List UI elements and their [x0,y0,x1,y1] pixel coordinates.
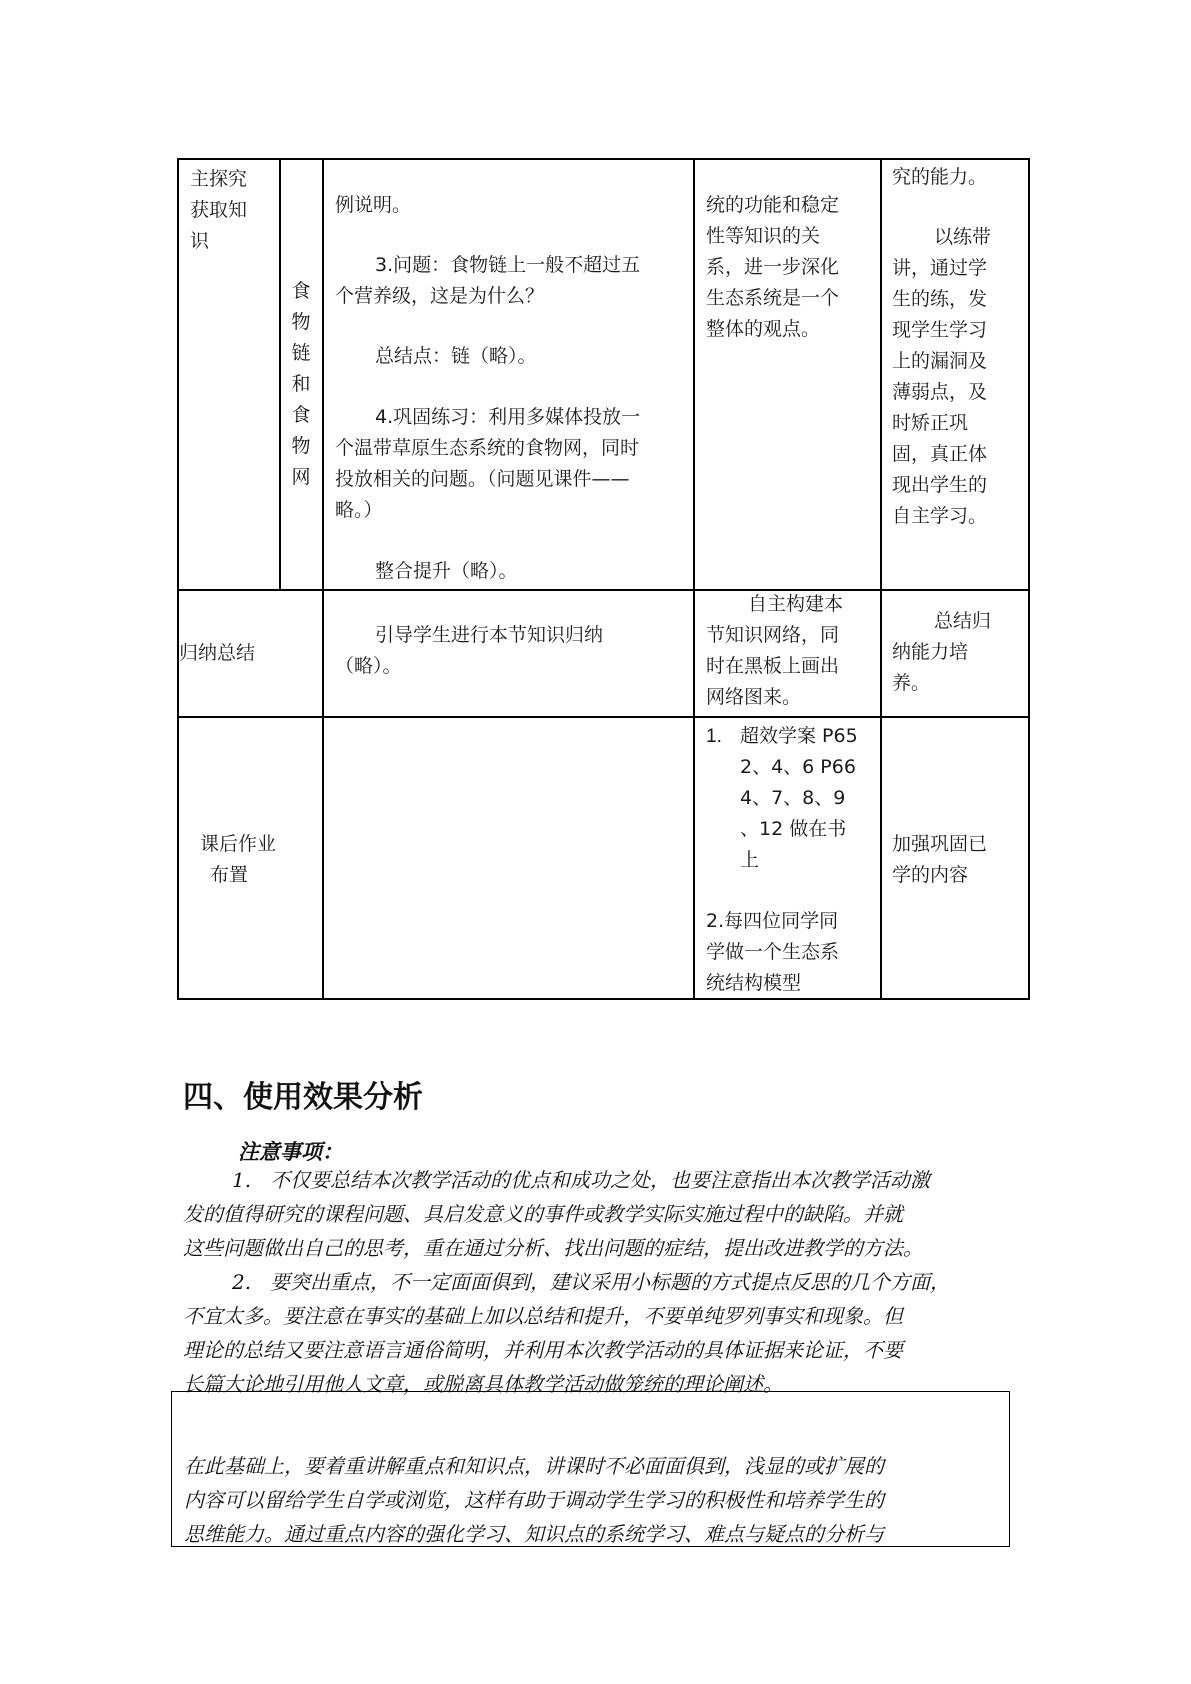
section-heading: 四、使用效果分析 [183,1080,423,1115]
text-line: 超效学案 P65 [740,725,858,747]
row1-col4-text [706,190,839,345]
row1-col3-p3: 总结点：链（略）。 [375,345,537,367]
note-2-line: 理论的总结又要注意语言通俗简明，并利用本次教学活动的具体证据来论证，不要 [183,1338,903,1362]
text-line: 讲，通过学 [892,257,988,279]
box-line: 在此基础上，要着重讲解重点和知识点，讲课时不必面面俱到，浅显的或扩展的 [184,1454,884,1478]
table-border-right [1028,158,1030,1000]
text-char: 食 [291,280,311,302]
row1-col3-p4d: 略。） [335,499,383,521]
note-2-line: 要突出重点，不一定面面俱到，建议采用小标题的方式提点反思的几个方面， [270,1270,950,1294]
text-line: 获取知 [190,199,248,221]
row2-col3-line-a: 引导学生进行本节知识归纳 [375,624,604,646]
text-line: 纳能力培 [892,641,969,663]
note-1-number: 1. [232,1168,252,1192]
text-line: 系，进一步深化 [706,256,840,278]
text-line: 养。 [892,672,931,694]
text-line: 学的内容 [892,864,969,886]
text-char: 链 [291,342,311,364]
row2-col4-text [706,589,876,713]
row1-col3-p4a: 4.巩固练习：利用多媒体投放一 [375,406,641,428]
text-line: 固，真正体 [892,443,988,465]
text-line: 时矫正巩 [892,412,969,434]
row1-col2-vertical-text [288,276,314,493]
text-char: 和 [291,373,311,395]
text-line: 节知识网络，同 [706,624,840,646]
table-border-top [177,158,1030,160]
row1-col5-text [892,222,1022,532]
row1-col3-p4c: 投放相关的问题。（问题见课件—— [335,468,630,490]
note-2-number: 2. [232,1270,252,1294]
text-line: 、12 做在书 [740,818,847,840]
table-row-divider [177,589,1030,591]
notes-title: 注意事项： [238,1139,343,1164]
table-col-divider [880,158,882,1000]
text-char: 物 [291,311,311,333]
note-1-line: 这些问题做出自己的思考，重在通过分析、找出问题的症结，提出改进教学的方法。 [183,1236,923,1260]
table-col-divider [279,158,281,590]
row3-col4-item1 [740,721,870,876]
text-line: 自主学习。 [892,505,988,527]
row2-col1-text: 归纳总结 [179,642,256,664]
text-line: 加强巩固已 [892,833,988,855]
row2-col3-line-b: （略）。 [335,655,402,677]
row3-col1-line-a: 课后作业 [200,833,277,855]
table-col-divider [693,158,695,1000]
text-line: 总结归 [934,610,992,632]
text-line: 现出学生的 [892,474,988,496]
text-line: 网络图来。 [706,686,802,708]
text-line: 2、4、6 P66 [740,756,856,778]
row1-col3-p2a: 3.问题：食物链上一般不超过五 [375,254,641,276]
row3-col4-item2 [706,906,839,999]
text-line: 上的漏洞及 [892,350,988,372]
row1-col3-p1: 例说明。 [335,194,412,216]
note-1-line: 发的值得研究的课程问题、具启发意义的事件或教学实际实施过程中的缺陷。并就 [183,1202,903,1226]
text-line: 2.每四位同学同 [706,910,839,932]
table-row-divider [177,716,1030,718]
text-line: 现学生学习 [892,319,988,341]
row3-col1-line-b: 布置 [210,864,249,886]
text-char: 物 [291,435,311,457]
text-line: 性等知识的关 [706,225,821,247]
row1-col3-p2b: 个营养级，这是为什么？ [335,285,545,307]
text-line: 自主构建本 [748,593,844,615]
table-border-bottom [177,998,1030,1000]
table-border-left [177,158,179,1000]
note-2-line: 不宜太多。要注意在事实的基础上加以总结和提升，不要单纯罗列事实和现象。但 [183,1304,903,1328]
text-line: 生态系统是一个 [706,287,840,309]
box-line: 思维能力。通过重点内容的强化学习、知识点的系统学习、难点与疑点的分析与 [184,1522,884,1546]
text-line: 以练带 [934,226,992,248]
text-line: 整体的观点。 [706,318,821,340]
row3-col4-item1-number: 1. [706,726,722,747]
row3-col5-text [892,829,987,891]
text-line: 学做一个生态系 [706,941,840,963]
text-line: 上 [740,849,760,871]
row1-col3-p4b: 个温带草原生态系统的食物网，同时 [335,437,640,459]
text-char: 网 [291,466,311,488]
row1-col1-text [190,164,247,257]
note-1-line: 不仅要总结本次教学活动的优点和成功之处，也要注意指出本次教学活动激 [270,1168,930,1192]
row2-col5-text [892,606,1022,699]
table-col-divider [322,158,324,1000]
text-line: 主探究 [190,168,248,190]
text-line: 识 [190,230,210,252]
row1-col3-p5: 整合提升（略）。 [375,560,518,582]
text-line: 统结构模型 [706,972,802,994]
text-line: 时在黑板上画出 [706,655,840,677]
text-char: 食 [291,404,311,426]
text-line: 4、7、8、9 [740,787,846,809]
text-line: 统的功能和稳定 [706,194,840,216]
text-line: 薄弱点，及 [892,381,988,403]
row1-col5-line0: 究的能力。 [892,166,988,188]
note-2-line: 长篇大论地引用他人文章，或脱离具体教学活动做笼统的理论阐述。 [183,1372,783,1396]
text-line: 生的练，发 [892,288,988,310]
box-line: 内容可以留给学生自学或浏览，这样有助于调动学生学习的积极性和培养学生的 [184,1488,884,1512]
